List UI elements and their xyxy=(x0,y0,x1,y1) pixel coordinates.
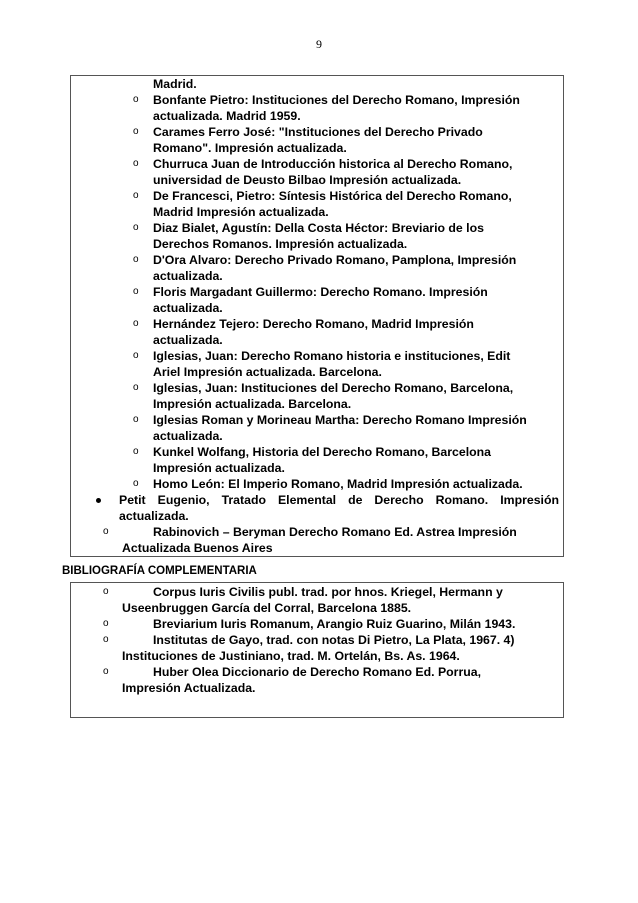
page-number: 9 xyxy=(316,37,322,51)
list-item-line: Homo León: El Imperio Romano, Madrid Impresión actualizada. xyxy=(153,477,523,491)
hollow-bullet-icon: o xyxy=(133,414,139,425)
list-item-line: Diaz Bialet, Agustín: Della Costa Héctor: Breviario de los xyxy=(153,221,484,235)
list-item-line: Impresión Actualizada. xyxy=(122,681,256,695)
list-item-line: Useenbruggen García del Corral, Barcelona 1885. xyxy=(122,601,412,615)
hollow-bullet-icon: o xyxy=(133,446,139,457)
list-item-line: D'Ora Alvaro: Derecho Privado Romano, Pamplona, Impresión xyxy=(153,253,517,267)
list-item-line: Impresión actualizada. Barcelona. xyxy=(153,397,352,411)
hollow-bullet-icon: o xyxy=(133,318,139,329)
list-item-line: actualizada. xyxy=(153,333,223,347)
hollow-bullet-icon: o xyxy=(133,94,139,105)
hollow-bullet-icon: o xyxy=(133,478,139,489)
hollow-bullet-icon: o xyxy=(133,254,139,265)
list-item-line: actualizada. xyxy=(153,429,223,443)
list-item-line: actualizada. xyxy=(153,269,223,283)
list-item-line: actualizada. xyxy=(153,301,223,315)
list-item-line: Rabinovich – Beryman Derecho Romano Ed. Astrea Impresión xyxy=(153,525,517,539)
list-item-line: Madrid Impresión actualizada. xyxy=(153,205,329,219)
section-heading: BIBLIOGRAFÍA COMPLEMENTARIA xyxy=(62,565,257,577)
list-item-line: Churruca Juan de Introducción historica al Derecho Romano, xyxy=(153,157,513,171)
hollow-bullet-icon: o xyxy=(103,634,109,645)
list-item-line: Ariel Impresión actualizada. Barcelona. xyxy=(153,365,382,379)
hollow-bullet-icon: o xyxy=(133,158,139,169)
list-item-line: Hernández Tejero: Derecho Romano, Madrid Impresión xyxy=(153,317,474,331)
list-item-line: Corpus Iuris Civilis publ. trad. por hnos. Kriegel, Hermann y xyxy=(153,585,503,599)
list-item-line: universidad de Deusto Bilbao Impresión actualizada. xyxy=(153,173,462,187)
list-item-line: De Francesci, Pietro: Síntesis Histórica del Derecho Romano, xyxy=(153,189,512,203)
list-item-line: Carames Ferro José: "Instituciones del Derecho Privado xyxy=(153,125,483,139)
solid-bullet-icon xyxy=(96,498,101,503)
hollow-bullet-icon: o xyxy=(133,222,139,233)
hollow-bullet-icon: o xyxy=(133,126,139,137)
list-item-line: Iglesias Roman y Morineau Martha: Derecho Romano Impresión xyxy=(153,413,527,427)
list-item-line: Huber Olea Diccionario de Derecho Romano Ed. Porrua, xyxy=(153,665,481,679)
list-item-line: Actualizada Buenos Aires xyxy=(122,541,273,555)
list-item-line: Bonfante Pietro: Instituciones del Derecho Romano, Impresión xyxy=(153,93,520,107)
list-item-line: Iglesias, Juan: Derecho Romano historia e instituciones, Edit xyxy=(153,349,511,363)
list-item-line: Madrid. xyxy=(153,77,197,91)
list-item-line: Kunkel Wolfang, Historia del Derecho Romano, Barcelona xyxy=(153,445,492,459)
list-item-line: Floris Margadant Guillermo: Derecho Romano. Impresión xyxy=(153,285,488,299)
list-item-line: Institutas de Gayo, trad. con notas Di Pietro, La Plata, 1967. 4) xyxy=(153,633,515,647)
list-item-line: Romano". Impresión actualizada. xyxy=(153,141,347,155)
hollow-bullet-icon: o xyxy=(133,190,139,201)
hollow-bullet-icon: o xyxy=(133,350,139,361)
list-item-line: Instituciones de Justiniano, trad. M. Ortelán, Bs. As. 1964. xyxy=(122,649,460,663)
list-item-line: Petit Eugenio, Tratado Elemental de Derecho Romano. Impresión xyxy=(119,493,559,507)
list-item-line: Impresión actualizada. xyxy=(153,461,285,475)
list-item-line: Iglesias, Juan: Instituciones del Derecho Romano, Barcelona, xyxy=(153,381,514,395)
hollow-bullet-icon: o xyxy=(103,666,109,677)
hollow-bullet-icon: o xyxy=(133,286,139,297)
list-item-line: actualizada. Madrid 1959. xyxy=(153,109,301,123)
hollow-bullet-icon: o xyxy=(103,586,109,597)
hollow-bullet-icon: o xyxy=(103,618,109,629)
list-item-line: Derechos Romanos. Impresión actualizada. xyxy=(153,237,408,251)
hollow-bullet-icon: o xyxy=(133,382,139,393)
list-item-line: actualizada. xyxy=(119,509,189,523)
hollow-bullet-icon: o xyxy=(103,526,109,537)
list-item-line: Breviarium Iuris Romanum, Arangio Ruiz Guarino, Milán 1943. xyxy=(153,617,516,631)
